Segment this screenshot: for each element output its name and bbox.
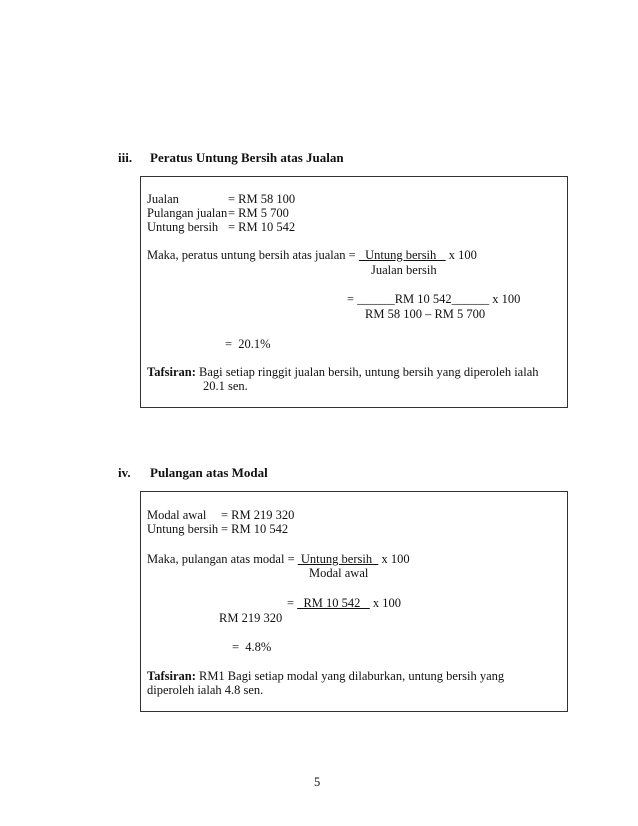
substitution-eq-iv: = [287,596,298,610]
substitution-numerator-iv: RM 10 542 [297,596,370,610]
tafsiran-text-iv: RM1 Bagi setiap modal yang dilaburkan, untung bersih yang [195,669,505,683]
formula-line [147,248,477,262]
section-iv-number: iv. [118,465,131,480]
section-iii-number: iii. [118,150,133,165]
substitution-numerator: ______RM 10 542______ [357,292,490,306]
result-value: = 20.1% [225,337,271,351]
formula-times-iv: x 100 [378,552,410,566]
tafsiran-line [147,365,539,379]
untung-bersih-label-iv: Untung bersih [147,522,219,536]
formula-numerator-iv: Untung bersih [297,552,379,566]
formula-denominator: Jualan bersih [371,263,437,277]
section-iii-box [140,176,568,408]
jualan-value: = RM 58 100 [228,192,296,206]
substitution-line-iv [287,596,401,610]
formula-denominator-iv: Modal awal [309,566,369,580]
untung-bersih-value: = RM 10 542 [228,220,296,234]
tafsiran-text-cont-iv: diperoleh ialah 4.8 sen. [147,683,264,697]
page-number: 5 [314,775,321,789]
pulangan-jualan-value: = RM 5 700 [228,206,289,220]
formula-prefix: Maka, peratus untung bersih atas jualan = [147,248,359,262]
substitution-times-iv: x 100 [369,596,402,610]
jualan-label: Jualan [147,192,179,206]
substitution-times: x 100 [489,292,521,306]
substitution-denominator: RM 58 100 – RM 5 700 [365,307,486,321]
tafsiran-label-iv: Tafsiran: [147,669,196,683]
untung-bersih-value-iv: = RM 10 542 [221,522,289,536]
result-value-iv: = 4.8% [232,640,272,654]
modal-awal-label: Modal awal [147,508,207,522]
tafsiran-text: Bagi setiap ringgit jualan bersih, untung bersih yang diperoleh ialah [195,365,539,379]
pulangan-jualan-label: Pulangan jualan [147,206,228,220]
formula-times: x 100 [445,248,477,262]
tafsiran-label: Tafsiran: [147,365,196,379]
formula-line-iv [147,552,410,566]
tafsiran-line-iv [147,669,504,683]
formula-numerator: Untung bersih [358,248,446,262]
section-iv-box [140,491,568,712]
section-iii-title: Peratus Untung Bersih atas Jualan [150,150,344,165]
formula-prefix-iv: Maka, pulangan atas modal = [147,552,298,566]
substitution-line [347,292,520,306]
modal-awal-value: = RM 219 320 [221,508,295,522]
substitution-eq: = [347,292,358,306]
untung-bersih-label: Untung bersih [147,220,219,234]
tafsiran-text-cont: 20.1 sen. [203,379,248,393]
substitution-denominator-iv: RM 219 320 [219,611,283,625]
section-iv-title: Pulangan atas Modal [150,465,268,480]
